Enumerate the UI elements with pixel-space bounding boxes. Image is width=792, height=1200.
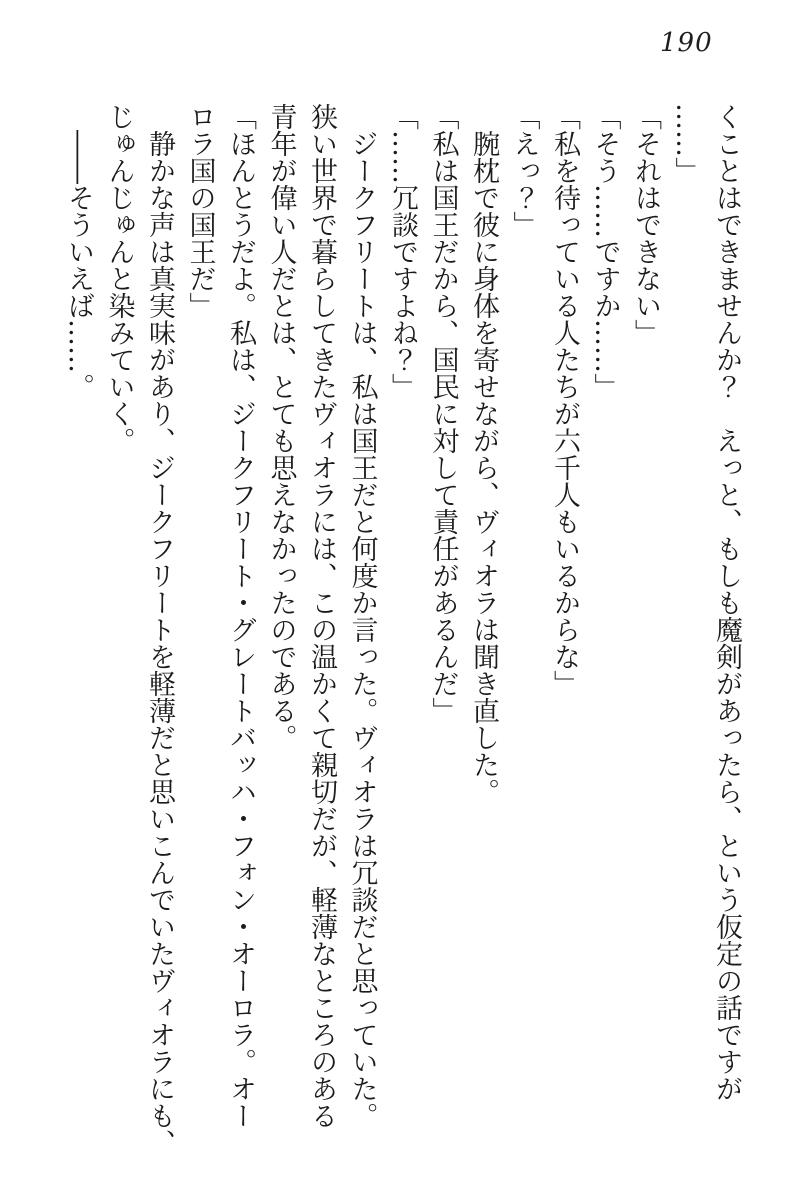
text-line: 腕枕で彼に身体を寄せながら、ヴィオラは聞き直した。 — [468, 130, 499, 805]
text-line: ジークフリートは、私は国王だと何度か言った。ヴィオラは冗談だと思っていた。 — [346, 130, 378, 1129]
page-number: 190 — [660, 28, 713, 58]
text-area — [58, 103, 747, 1165]
text-line: くことはできませんか？ えっと、もしも魔剣があったら、という仮定の話ですが — [711, 103, 742, 1102]
text-line: 「えっ？」 — [508, 103, 540, 238]
text-line: 「私を待っている人たちが六千人もいるからな」 — [549, 103, 580, 697]
text-line: ――そういえば……。 — [63, 130, 94, 400]
text-line: 「私は国王だから、国民に対して責任があるんだ」 — [427, 103, 459, 724]
text-line: 「……冗談ですよね？」 — [387, 103, 418, 400]
text-line: 静かな声は真実味があり、ジークフリートを軽薄だと思いこんでいたヴィオラにも、 — [144, 130, 175, 1156]
text-line: ロラ国の国王だ」 — [184, 103, 216, 319]
text-line: 「そう……ですか……」 — [589, 103, 621, 400]
text-line: じゅんじゅんと染みていく。 — [103, 103, 135, 454]
text-line: 「それはできない」 — [630, 103, 661, 346]
text-line: 狭い世界で暮らしてきたヴィオラには、この温かくて親切だが、軽薄なところのある — [306, 103, 337, 1129]
text-line: ……」 — [670, 103, 702, 184]
text-line: 青年が偉い人だとは、とても思えなかったのである。 — [265, 103, 297, 751]
text-line: 「ほんとうだよ。私は、ジークフリート・グレートバッハ・フォン・オーロラ。オー — [225, 103, 256, 1129]
